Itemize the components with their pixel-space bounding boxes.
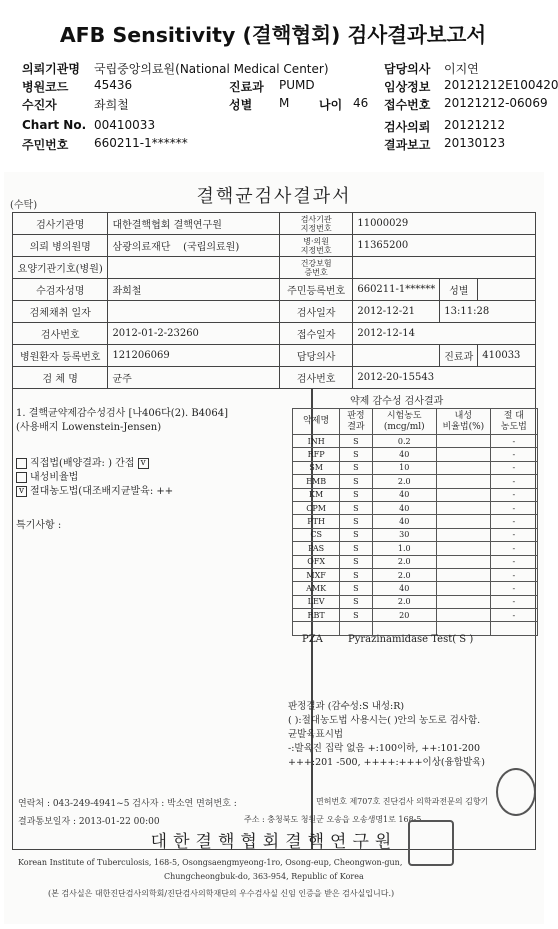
drug-cell: - — [490, 448, 537, 461]
option-absolute — [16, 482, 173, 497]
scan-title: 결핵균검사결과서 — [196, 186, 352, 207]
drug-cell: S — [340, 501, 372, 514]
cell-label: 접수일자 — [279, 323, 352, 345]
pza-value: Pyrazinamidase Test( S ) — [348, 634, 474, 645]
cell-label: 검 체 명 — [13, 367, 108, 389]
cell-label: 진료과 — [440, 345, 478, 367]
cell-label: 의뢰 병의원명 — [13, 235, 108, 257]
drug-cell: S — [340, 528, 372, 541]
drug-cell: MXF — [293, 568, 340, 581]
cell-label: 검사기관 지정번호 — [279, 213, 352, 235]
drug-cell: - — [490, 528, 537, 541]
info-table — [12, 212, 536, 389]
drug-cell: 40 — [372, 582, 436, 595]
drug-cell — [436, 582, 490, 595]
judgement-line-3: 균발육표시법 — [288, 729, 344, 740]
drug-cell: RBT — [293, 609, 340, 622]
drug-cell: - — [490, 582, 537, 595]
drug-cell: S — [340, 582, 372, 595]
drug-header-cell: 시험농도 (mcg/ml) — [372, 409, 436, 435]
drug-cell: - — [490, 555, 537, 568]
drug-cell — [436, 501, 490, 514]
chart-value: 00410033 — [94, 118, 156, 132]
hospital-code-label: 병원코드 — [22, 80, 69, 94]
judgement-line-4: -:발육진 집락 없음 +:100이하, ++:101-200 — [288, 743, 480, 754]
sex-label: 성별 — [229, 98, 253, 112]
receipt-value: 20121212-06069 — [444, 96, 548, 110]
drug-cell: S — [340, 435, 372, 448]
drug-header-cell: 절 대 농도법 — [490, 409, 537, 435]
cell-label: 요양기관기호(병원) — [13, 257, 108, 279]
drug-cell: - — [490, 435, 537, 448]
report-row — [384, 136, 506, 153]
drug-row — [293, 568, 538, 581]
drug-cell: - — [490, 568, 537, 581]
age-row — [319, 96, 369, 113]
drug-cell — [436, 475, 490, 488]
request-label: 검사의뢰 — [384, 120, 431, 134]
drug-cell: S — [340, 515, 372, 528]
chart-row — [22, 118, 156, 132]
drug-cell — [436, 568, 490, 581]
drug-cell: PTH — [293, 515, 340, 528]
drug-cell: CS — [293, 528, 340, 541]
address-kr-line: 주소 : 충청북도 청원군 오송읍 오송생명1로 168-5 — [244, 815, 422, 824]
drug-cell: S — [340, 568, 372, 581]
option-absolute-label: 절대농도법(대조배지균발육: ++ — [30, 486, 174, 497]
hospital-name: 삼광의료재단 — [112, 242, 171, 253]
drug-cell: - — [490, 595, 537, 608]
drug-cell: S — [340, 595, 372, 608]
drug-cell: 40 — [372, 501, 436, 514]
drug-cell: 40 — [372, 515, 436, 528]
cell-value: 좌희철 — [108, 279, 280, 301]
report-title: AFB Sensitivity (결핵협회) 검사결과보고서 — [59, 23, 487, 47]
drug-row — [293, 528, 538, 541]
drug-cell: 1.0 — [372, 542, 436, 555]
institution-value: 국립중앙의료원(National Medical Center) — [94, 62, 329, 76]
drug-cell: KM — [293, 488, 340, 501]
judgement-line-1: 판정결과 (감수성:S 내성:R) — [288, 701, 405, 712]
seal-stamp-circle — [496, 768, 536, 816]
cell-value: 11365200 — [353, 235, 536, 257]
seal-stamp-square — [408, 820, 454, 866]
patient-row — [22, 96, 129, 113]
pza-label: PZA — [302, 634, 323, 645]
drug-cell — [436, 609, 490, 622]
patient-value: 좌희철 — [94, 98, 129, 112]
test-name: 1. 결핵균약제감수성검사 [나406다(2). B4064] — [16, 408, 229, 419]
cell-value — [108, 235, 280, 257]
drug-cell: - — [490, 501, 537, 514]
cell-label: 검사번호 — [279, 367, 352, 389]
drug-row — [293, 488, 538, 501]
drug-cell — [490, 622, 537, 635]
test-method: (사용배지 Lowenstein-Jensen) — [16, 422, 162, 433]
remarks: 특기사항 : — [16, 520, 62, 531]
patient-label: 수진자 — [22, 98, 57, 112]
drug-cell: S — [340, 609, 372, 622]
drug-cell: PAS — [293, 542, 340, 555]
clinical-info-value: 20121212E100420 — [444, 78, 558, 92]
footnote: (본 검사실은 대한진단검사의학회/진단검사의학재단의 우수검사실 신임 인증을 받은 검사실입니다.) — [48, 889, 395, 898]
drug-section-title: 약제 감수성 검사결과 — [350, 396, 444, 407]
cell-value: 2012-20-15543 — [353, 367, 536, 389]
cell-label: 검사번호 — [13, 323, 108, 345]
address-en-line-2: Chungcheongbuk-do, 363-954, Republic of Korea — [164, 872, 364, 881]
cell-value: 11000029 — [353, 213, 536, 235]
drug-table — [292, 408, 538, 636]
id-value: 660211-1****** — [94, 136, 188, 150]
cell-value: 2012-12-14 — [353, 323, 536, 345]
drug-cell: 10 — [372, 461, 436, 474]
cell-label: 담당의사 — [279, 345, 352, 367]
drug-cell — [436, 555, 490, 568]
drug-cell: 20 — [372, 609, 436, 622]
drug-cell: S — [340, 448, 372, 461]
id-row — [22, 136, 188, 153]
request-row — [384, 118, 506, 135]
dept-label: 진료과 — [229, 80, 264, 94]
report-label: 결과보고 — [384, 138, 431, 152]
drug-cell: 2.0 — [372, 595, 436, 608]
drug-cell — [436, 528, 490, 541]
drug-cell: S — [340, 475, 372, 488]
cell-value — [108, 257, 280, 279]
chart-label: Chart No. — [22, 118, 87, 132]
drug-cell: 0.2 — [372, 435, 436, 448]
table-row — [13, 279, 536, 301]
drug-cell: 2.0 — [372, 475, 436, 488]
drug-cell: S — [340, 488, 372, 501]
drug-row — [293, 435, 538, 448]
hospital-code-row — [22, 78, 133, 95]
cell-label: 검사일자 — [279, 301, 352, 323]
drug-cell: LEV — [293, 595, 340, 608]
drug-row — [293, 582, 538, 595]
clinical-info-row — [384, 78, 558, 95]
age-label: 나이 — [319, 98, 343, 112]
drug-cell: - — [490, 542, 537, 555]
report-value: 20130123 — [444, 136, 506, 150]
table-row — [13, 235, 536, 257]
drug-header-cell: 약제명 — [293, 409, 340, 435]
table-row — [13, 323, 536, 345]
drug-cell: 30 — [372, 528, 436, 541]
drug-cell: CPM — [293, 501, 340, 514]
checkbox-checked: v — [16, 486, 27, 497]
age-value: 46 — [353, 96, 369, 110]
drug-cell: RFP — [293, 448, 340, 461]
drug-row — [293, 595, 538, 608]
cell-label: 수검자성명 — [13, 279, 108, 301]
table-row — [13, 345, 536, 367]
cell-value — [353, 345, 440, 367]
drug-cell: SM — [293, 461, 340, 474]
cell-label: 주민등록번호 — [279, 279, 352, 301]
drug-cell: 40 — [372, 448, 436, 461]
cell-value: 410033 — [478, 345, 536, 367]
drug-row — [293, 609, 538, 622]
table-row — [13, 213, 536, 235]
report-date-line: 결과통보일자 : 2013-01-22 00:00 — [18, 817, 160, 827]
drug-cell — [436, 448, 490, 461]
contact-line: 연락처 : 043-249-4941~5 검사자 : 박소연 면허번호 : — [18, 799, 237, 809]
drug-cell: - — [490, 461, 537, 474]
doctor-row — [384, 60, 479, 77]
drug-cell — [436, 542, 490, 555]
drug-cell: AMK — [293, 582, 340, 595]
institution-label: 의뢰기관명 — [22, 62, 80, 76]
id-label: 주민번호 — [22, 138, 69, 152]
sex-value: M — [279, 96, 290, 110]
cell-value: 660211-1****** — [353, 279, 440, 301]
doctor-label: 담당의사 — [384, 62, 431, 76]
cell-label: 병원환자 등록번호 — [13, 345, 108, 367]
cell-label: 성별 — [440, 279, 478, 301]
option-ratio-label: 내성비율법 — [30, 472, 79, 483]
cell-value: 균주 — [108, 367, 280, 389]
judgement-line-5: +++:201 -500, ++++:+++이상(융합발육) — [288, 757, 486, 768]
clinical-info-label: 임상정보 — [384, 80, 431, 94]
drug-row — [293, 461, 538, 474]
receipt-row — [384, 96, 548, 113]
cell-value: 2012-12-21 — [353, 301, 440, 323]
cell-label: 병·의원 지정번호 — [279, 235, 352, 257]
drug-cell: - — [490, 609, 537, 622]
receipt-label: 접수번호 — [384, 98, 431, 112]
hospital-name-sub: (국립의료원) — [183, 242, 240, 253]
drug-cell: - — [490, 488, 537, 501]
corner-note: (수탁) — [10, 200, 38, 211]
hospital-code-value: 45436 — [94, 78, 133, 92]
option-ratio — [16, 468, 78, 483]
drug-row — [293, 475, 538, 488]
cell-value: 13:11:28 — [440, 301, 536, 323]
drug-cell — [436, 435, 490, 448]
drug-cell: OFX — [293, 555, 340, 568]
cell-label: 검체채취 일자 — [13, 301, 108, 323]
drug-cell — [436, 515, 490, 528]
drug-cell — [436, 595, 490, 608]
drug-cell: S — [340, 555, 372, 568]
cell-value — [108, 301, 280, 323]
scanned-result-document — [4, 172, 544, 924]
drug-row — [293, 448, 538, 461]
cell-value: 121206069 — [108, 345, 280, 367]
cell-value: 대한결핵협회 결핵연구원 — [108, 213, 280, 235]
drug-cell: 2.0 — [372, 568, 436, 581]
drug-cell: - — [490, 515, 537, 528]
option-direct — [16, 454, 152, 469]
cell-label: 검사기관명 — [13, 213, 108, 235]
dept-row — [229, 78, 315, 95]
table-row — [13, 257, 536, 279]
cell-value: 2012-01-2-23260 — [108, 323, 280, 345]
drug-header-cell: 내성 비율법(%) — [436, 409, 490, 435]
drug-cell: S — [340, 461, 372, 474]
drug-cell: EMB — [293, 475, 340, 488]
license-line: 면허번호 제707호 진단검사 의학과전문의 김향기 — [316, 797, 489, 806]
cell-label: 건강보험 증번호 — [279, 257, 352, 279]
option-direct-label: 직접법(배양결과: ) 간접 — [30, 458, 135, 469]
drug-cell: - — [490, 475, 537, 488]
checkbox-checked: v — [138, 458, 149, 469]
drug-cell — [436, 461, 490, 474]
drug-header-cell: 판정 결과 — [340, 409, 372, 435]
sex-row — [229, 96, 290, 113]
request-value: 20121212 — [444, 118, 506, 132]
table-row — [13, 301, 536, 323]
drug-table-header — [293, 409, 538, 435]
table-row — [13, 367, 536, 389]
judgement-line-2: ( ):절대농도법 사용시는( )안의 농도로 검사함. — [288, 715, 481, 726]
drug-row — [293, 555, 538, 568]
drug-row — [293, 501, 538, 514]
cell-value — [353, 257, 536, 279]
drug-cell: INH — [293, 435, 340, 448]
cell-value — [478, 279, 536, 301]
drug-cell — [436, 488, 490, 501]
address-en-line-1: Korean Institute of Tuberculosis, 168-5, Osongsaengmyeong-1ro, Osong-eup, Cheongwon-gun, — [18, 858, 403, 867]
drug-row — [293, 515, 538, 528]
doctor-value: 이지연 — [444, 62, 479, 76]
dept-value: PUMD — [279, 78, 315, 92]
drug-cell: 40 — [372, 488, 436, 501]
drug-row — [293, 542, 538, 555]
institution-row — [22, 60, 329, 77]
drug-cell: 2.0 — [372, 555, 436, 568]
drug-cell: S — [340, 542, 372, 555]
organization-name: 대한결핵협회결핵연구원 — [150, 832, 398, 852]
